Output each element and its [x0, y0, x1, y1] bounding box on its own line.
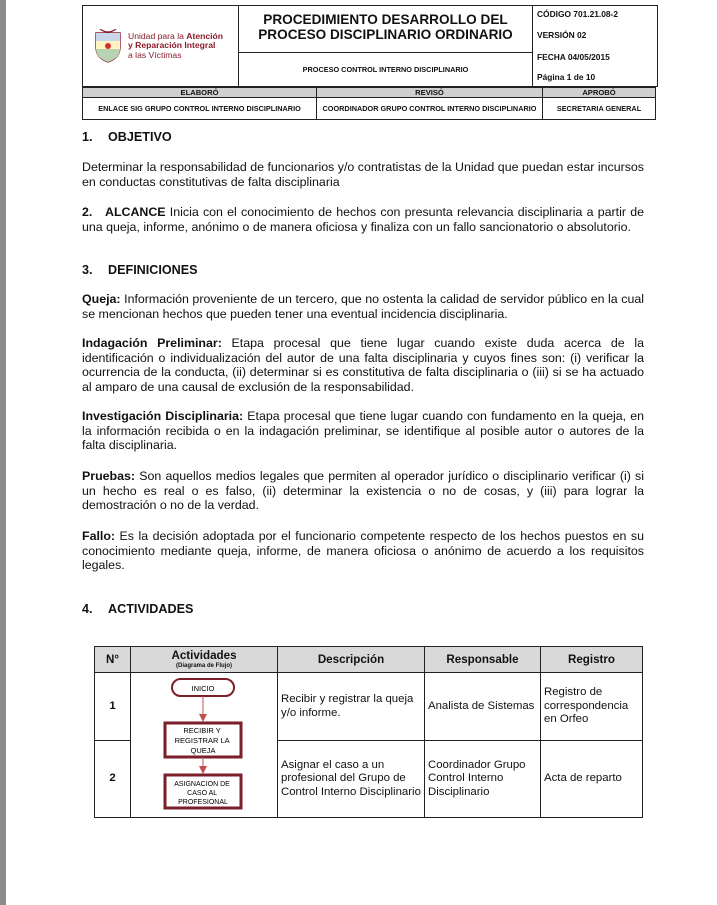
row-responsible: Analista de Sistemas [425, 673, 541, 741]
definition-text: Son aquellos medios legales que permiten al operador jurídico o disciplinario verificar (i) si un hecho es real o es falso, (ii) determinar la existencia o no de cosas, y (iii) para lograr la demostración o no de la verdad. [82, 469, 644, 513]
definition-text: Etapa procesal que tiene lugar cuando con fundamento en la queja, en la información recibida o en la indagación preliminar, se identifique al posible autor o autores de la falta disciplinaria. [82, 409, 644, 453]
procedure-title: PROCEDIMIENTO DESARROLLO DEL PROCESO DISCIPLINARIO ORDINARIO [258, 12, 513, 42]
row-number: 2 [95, 741, 131, 818]
logo-line-1-bold: Atención [186, 30, 224, 41]
meta-cell [533, 6, 658, 87]
col-header-responsible: Responsable [425, 647, 541, 673]
section-number: 3. [82, 263, 93, 277]
section-title: ACTIVIDADES [108, 602, 194, 616]
definition-term: Investigación Disciplinaria: [82, 409, 244, 423]
col-header-num: N° [95, 647, 131, 673]
definition-text: Es la decisión adoptada por el funcionario competente respecto de los hechos puestos en su conocimiento mediante queja, informe, de manera oficiosa o anónimo de acuerdo a los requisitos legales. [82, 529, 644, 573]
flow-arrowhead-2 [199, 766, 207, 774]
col-header-activities [131, 647, 278, 673]
section-title: ALCANCE [105, 205, 166, 219]
aprobo-value: SECRETARIA GENERAL [543, 98, 656, 120]
flow-step2-label: ASIGNACION DE CASO AL PROFESIONAL [174, 781, 230, 806]
flow-arrowhead-1 [199, 714, 207, 722]
reviso-label: REVISÓ [317, 88, 543, 98]
elaboro-value: ENLACE SIG GRUPO CONTROL INTERNO DISCIPLINARIO [83, 98, 317, 120]
definition-investigacion [82, 409, 644, 453]
row-description: Recibir y registrar la queja y/o informe. [278, 673, 425, 741]
document-version: VERSIÓN 02 [537, 30, 587, 40]
col-header-record: Registro [541, 647, 643, 673]
aprobo-label: APROBÓ [543, 88, 656, 98]
title-cell [239, 6, 533, 87]
elaboro-label: ELABORÓ [83, 88, 317, 98]
definition-term: Queja: [82, 292, 121, 306]
table-header-row [95, 647, 643, 673]
row-responsible: Coordinador Grupo Control Interno Disciplinario [425, 741, 541, 818]
objetivo-text: Determinar la responsabilidad de funcionarios y/o contratistas de la Unidad que puedan estar incursos en conductas constitutivas de falta disciplinaria [82, 160, 644, 189]
flow-start-label: INICIO [191, 684, 215, 693]
section-number: 4. [82, 602, 93, 616]
flow-diagram [132, 674, 276, 816]
reviso-value: COORDINADOR GRUPO CONTROL INTERNO DISCIPLINARIO [317, 98, 543, 120]
unidad-logo [83, 29, 238, 63]
row-number: 1 [95, 673, 131, 741]
flow-step1-label: RECIBIR Y REGISTRAR LA QUEJA [174, 726, 230, 755]
procedure-subtitle: PROCESO CONTROL INTERNO DISCIPLINARIO [239, 52, 532, 86]
section-title: DEFINICIONES [108, 263, 198, 277]
page-number: Página 1 de 10 [537, 72, 596, 82]
definition-text: Información proveniente de un tercero, que no ostenta la calidad de servidor público en la cual se mencionan hechos que pueden tener una eventual incidencia disciplinaria. [82, 292, 644, 321]
logo-line-1: Unidad para la [128, 30, 187, 41]
row-record: Acta de reparto [541, 741, 643, 818]
logo-line-2: y Reparación Integral [128, 40, 216, 51]
definition-term: Fallo: [82, 529, 116, 543]
activities-table [94, 646, 643, 818]
section-number: 1. [82, 130, 93, 144]
section-title: OBJETIVO [108, 130, 172, 144]
logo-cell [83, 6, 239, 87]
document-header [82, 5, 658, 87]
section-heading-objetivo [82, 130, 172, 144]
definition-fallo [82, 529, 644, 573]
coat-of-arms-icon [93, 29, 123, 63]
definition-text: Etapa procesal que tiene lugar cuando existe duda acerca de la identificación o individualización del autor de una falta disciplinaria y cuyos fines son: (i) verificar la ocurrencia de la conducta, (ii) determinar si es constitutiva de falta disciplinaria o (iii) si se ha actuado al amparo de una causal de exclusión de la responsabilidad. [82, 336, 644, 394]
row-record: Registro de correspondencia en Orfeo [541, 673, 643, 741]
signature-table [82, 87, 656, 120]
definition-term: Pruebas: [82, 469, 136, 483]
definition-queja [82, 292, 644, 321]
logo-text [128, 32, 223, 61]
table-row [95, 673, 643, 741]
definition-term: Indagación Preliminar: [82, 336, 222, 350]
activities-header-label: Actividades [171, 649, 237, 663]
section-heading-definiciones [82, 263, 198, 277]
section-heading-actividades [82, 602, 193, 616]
row-description: Asignar el caso a un profesional del Grupo de Control Interno Disciplinario [278, 741, 425, 818]
definition-pruebas [82, 469, 644, 513]
document-page [6, 0, 717, 905]
col-header-description: Descripción [278, 647, 425, 673]
flow-diagram-cell [131, 673, 278, 818]
document-date: FECHA 04/05/2015 [537, 52, 610, 62]
document-code: CÓDIGO 701.21.08-2 [537, 9, 618, 19]
alcance-text: Inicia con el conocimiento de hechos con presunta relevancia disciplinaria a partir de una queja, informe, anónimo o de manera oficiosa y finaliza con un fallo sancionatorio o absolutorio. [82, 205, 645, 234]
definition-indagacion [82, 336, 644, 394]
activities-header-sub: (Diagrama de Flujo) [175, 662, 232, 669]
section-number: 2. [82, 205, 93, 219]
logo-line-3: a las Víctimas [128, 49, 182, 60]
alcance-paragraph [82, 205, 644, 234]
